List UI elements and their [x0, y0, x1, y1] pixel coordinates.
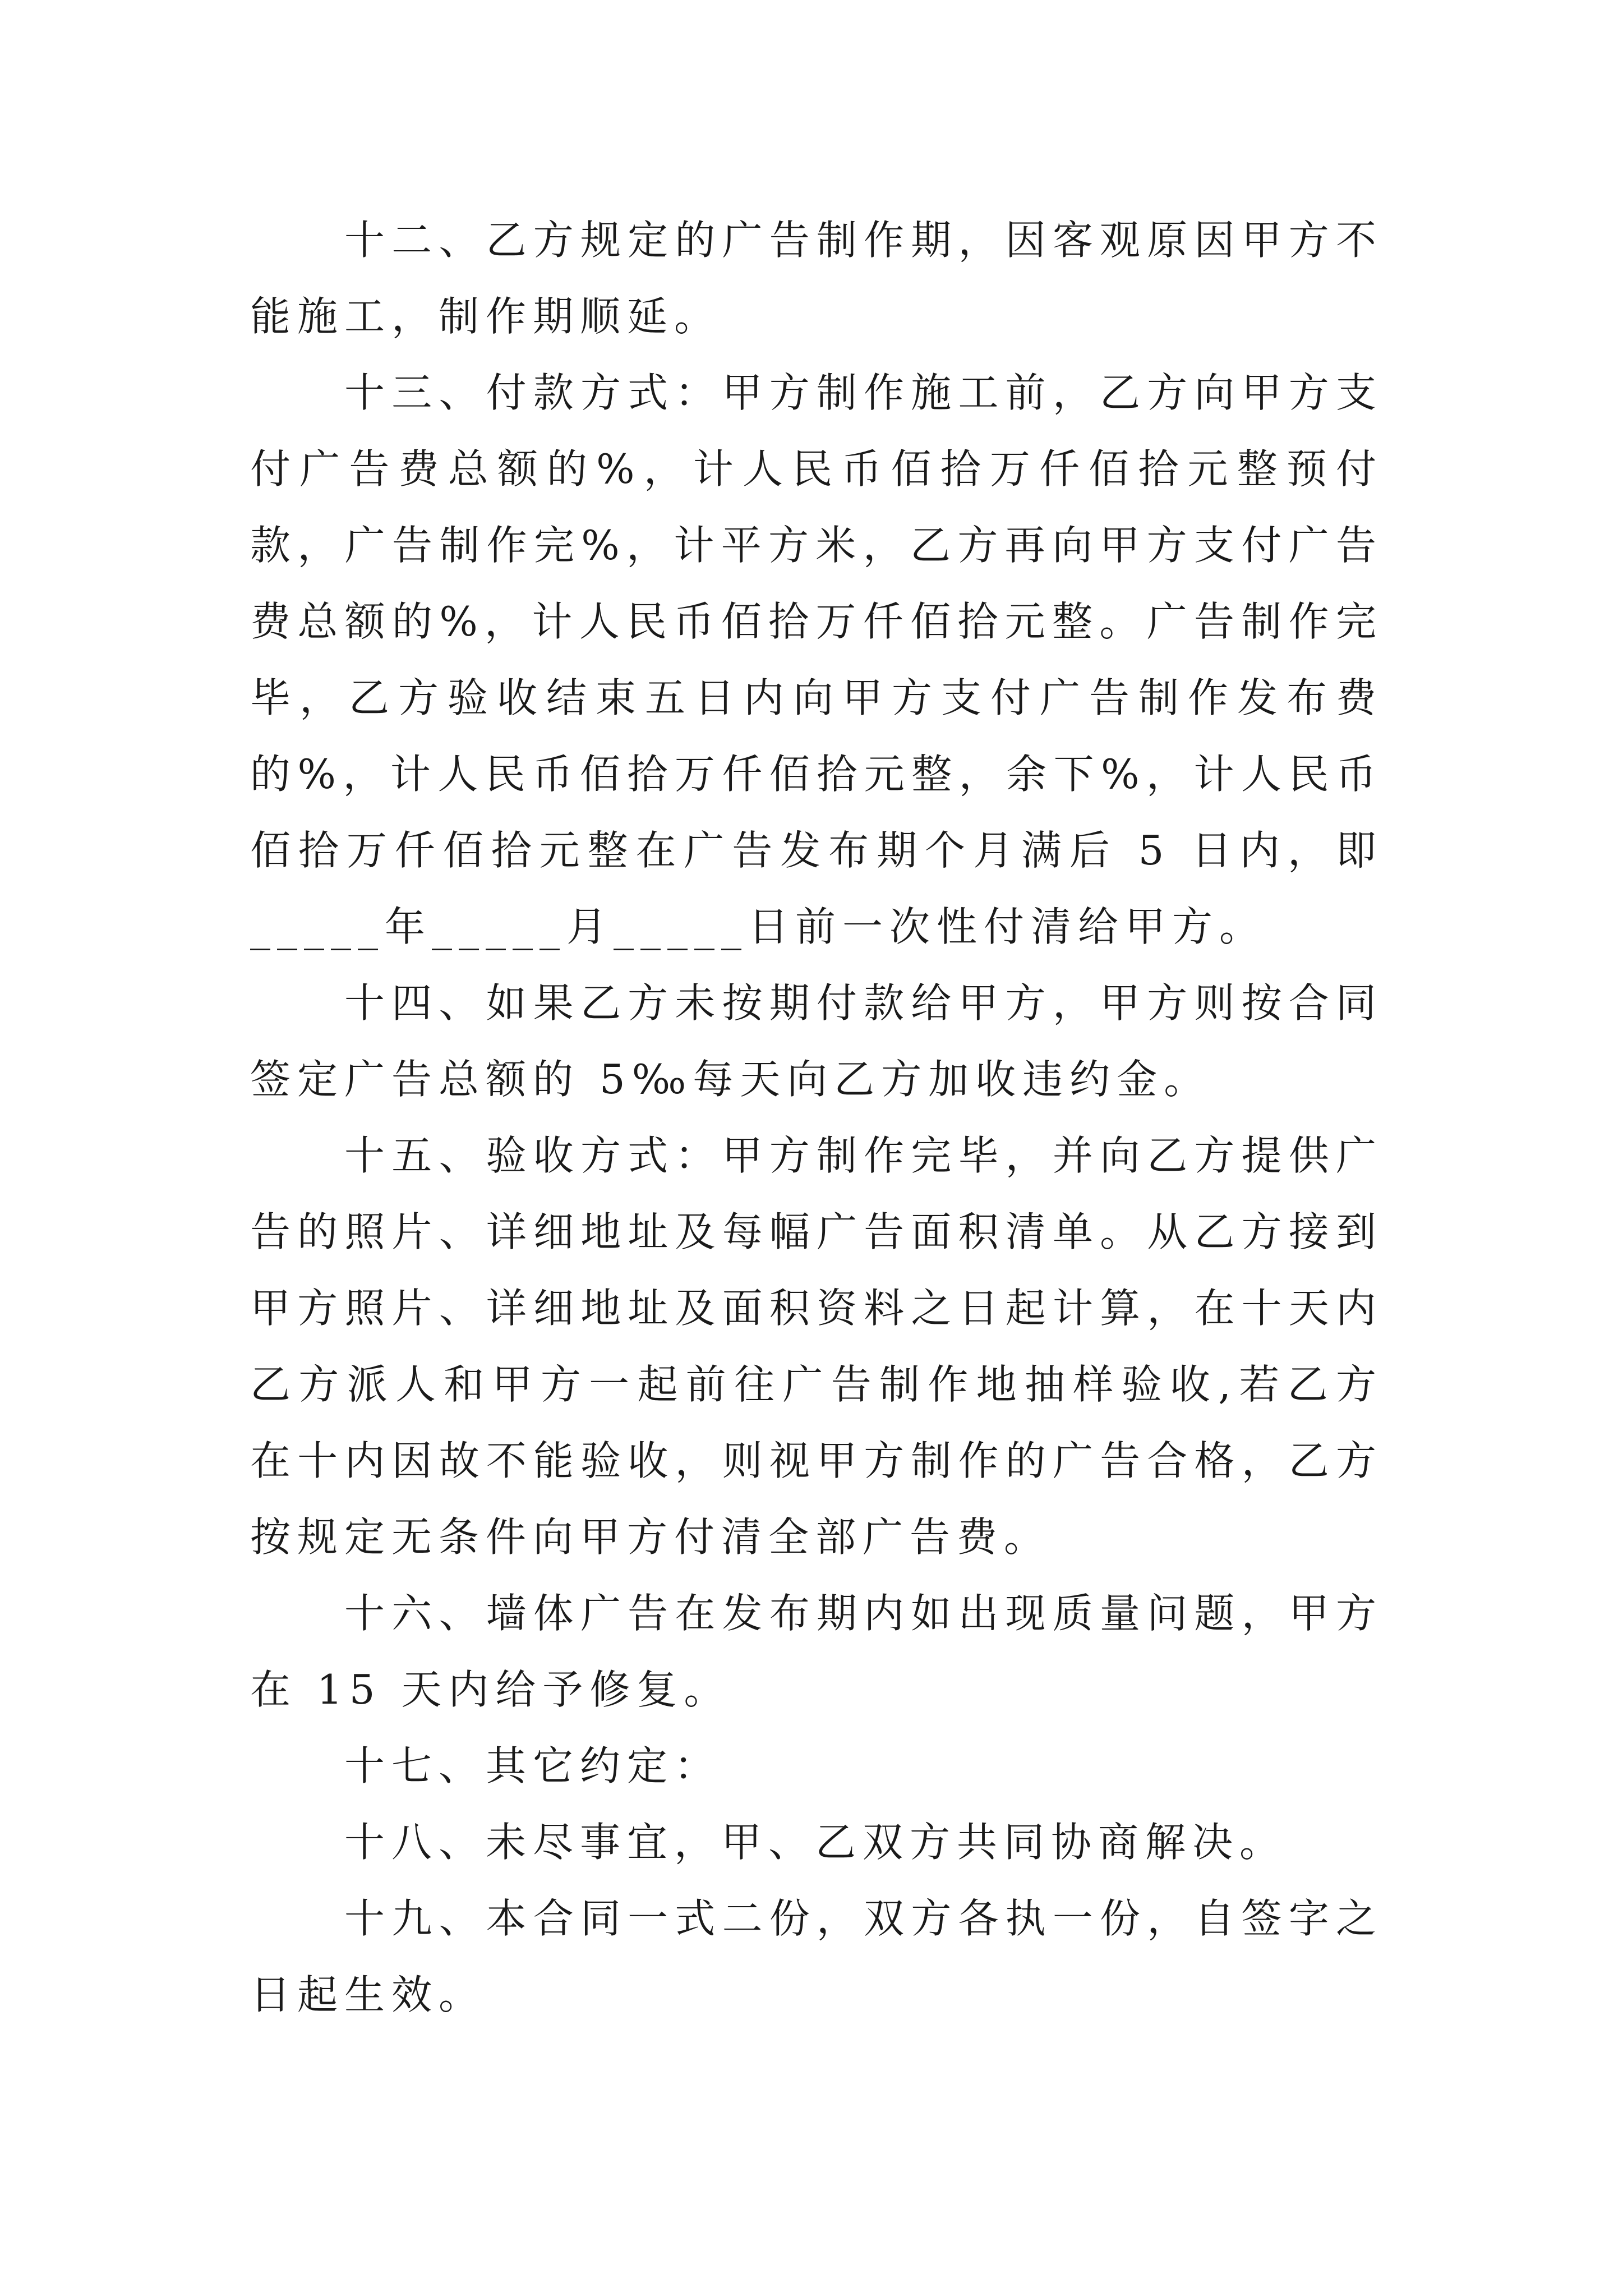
clause-14-late-payment: 十四、如果乙方未按期付款给甲方，甲方则按合同签定广告总额的 5‰每天向乙方加收违约金。	[250, 979, 1383, 1103]
clause-15-acceptance: 十五、验收方式：甲方制作完毕，并向乙方提供广告的照片、详细地址及每幅广告面积清单。从乙方接到甲方照片、详细地址及面积资料之日起计算，在十天内乙方派人和甲方一起前往广告制作地抽样验收,若乙方在十内因故不能验收，则视甲方制作的广告合格，乙方按规定无条件向甲方付清全部广告费。	[250, 1132, 1383, 1561]
clause-12: 十二、乙方规定的广告制作期，因客观原因甲方不能施工，制作期顺延。	[250, 217, 1383, 340]
document-body	[250, 202, 1383, 2033]
clause-19-copies: 十九、本合同一式二份，双方各执一份，自签字之日起生效。	[250, 1895, 1383, 2018]
clause-13-payment-terms: 十三、付款方式：甲方制作施工前，乙方向甲方支付广告费总额的%，计人民币佰拾万仟佰拾元整预付款，广告制作完%，计平方米，乙方再向甲方支付广告费总额的%，计人民币佰拾万仟佰拾元整。广告制作完毕，乙方验收结束五日内向甲方支付广告制作发布费的%，计人民币佰拾万仟佰拾元整，余下%，计人民币佰拾万仟佰拾元整在广告发布期个月满后 5 日内，即_____年_____月_____日前一次性付清给甲方。	[250, 369, 1383, 950]
clause-18-negotiation: 十八、未尽事宜，甲、乙双方共同协商解决。	[344, 1819, 1287, 1866]
clause-17-other: 十七、其它约定：	[344, 1742, 722, 1789]
clause-16-quality: 十六、墙体广告在发布期内如出现质量问题，甲方在 15 天内给予修复。	[250, 1590, 1383, 1713]
